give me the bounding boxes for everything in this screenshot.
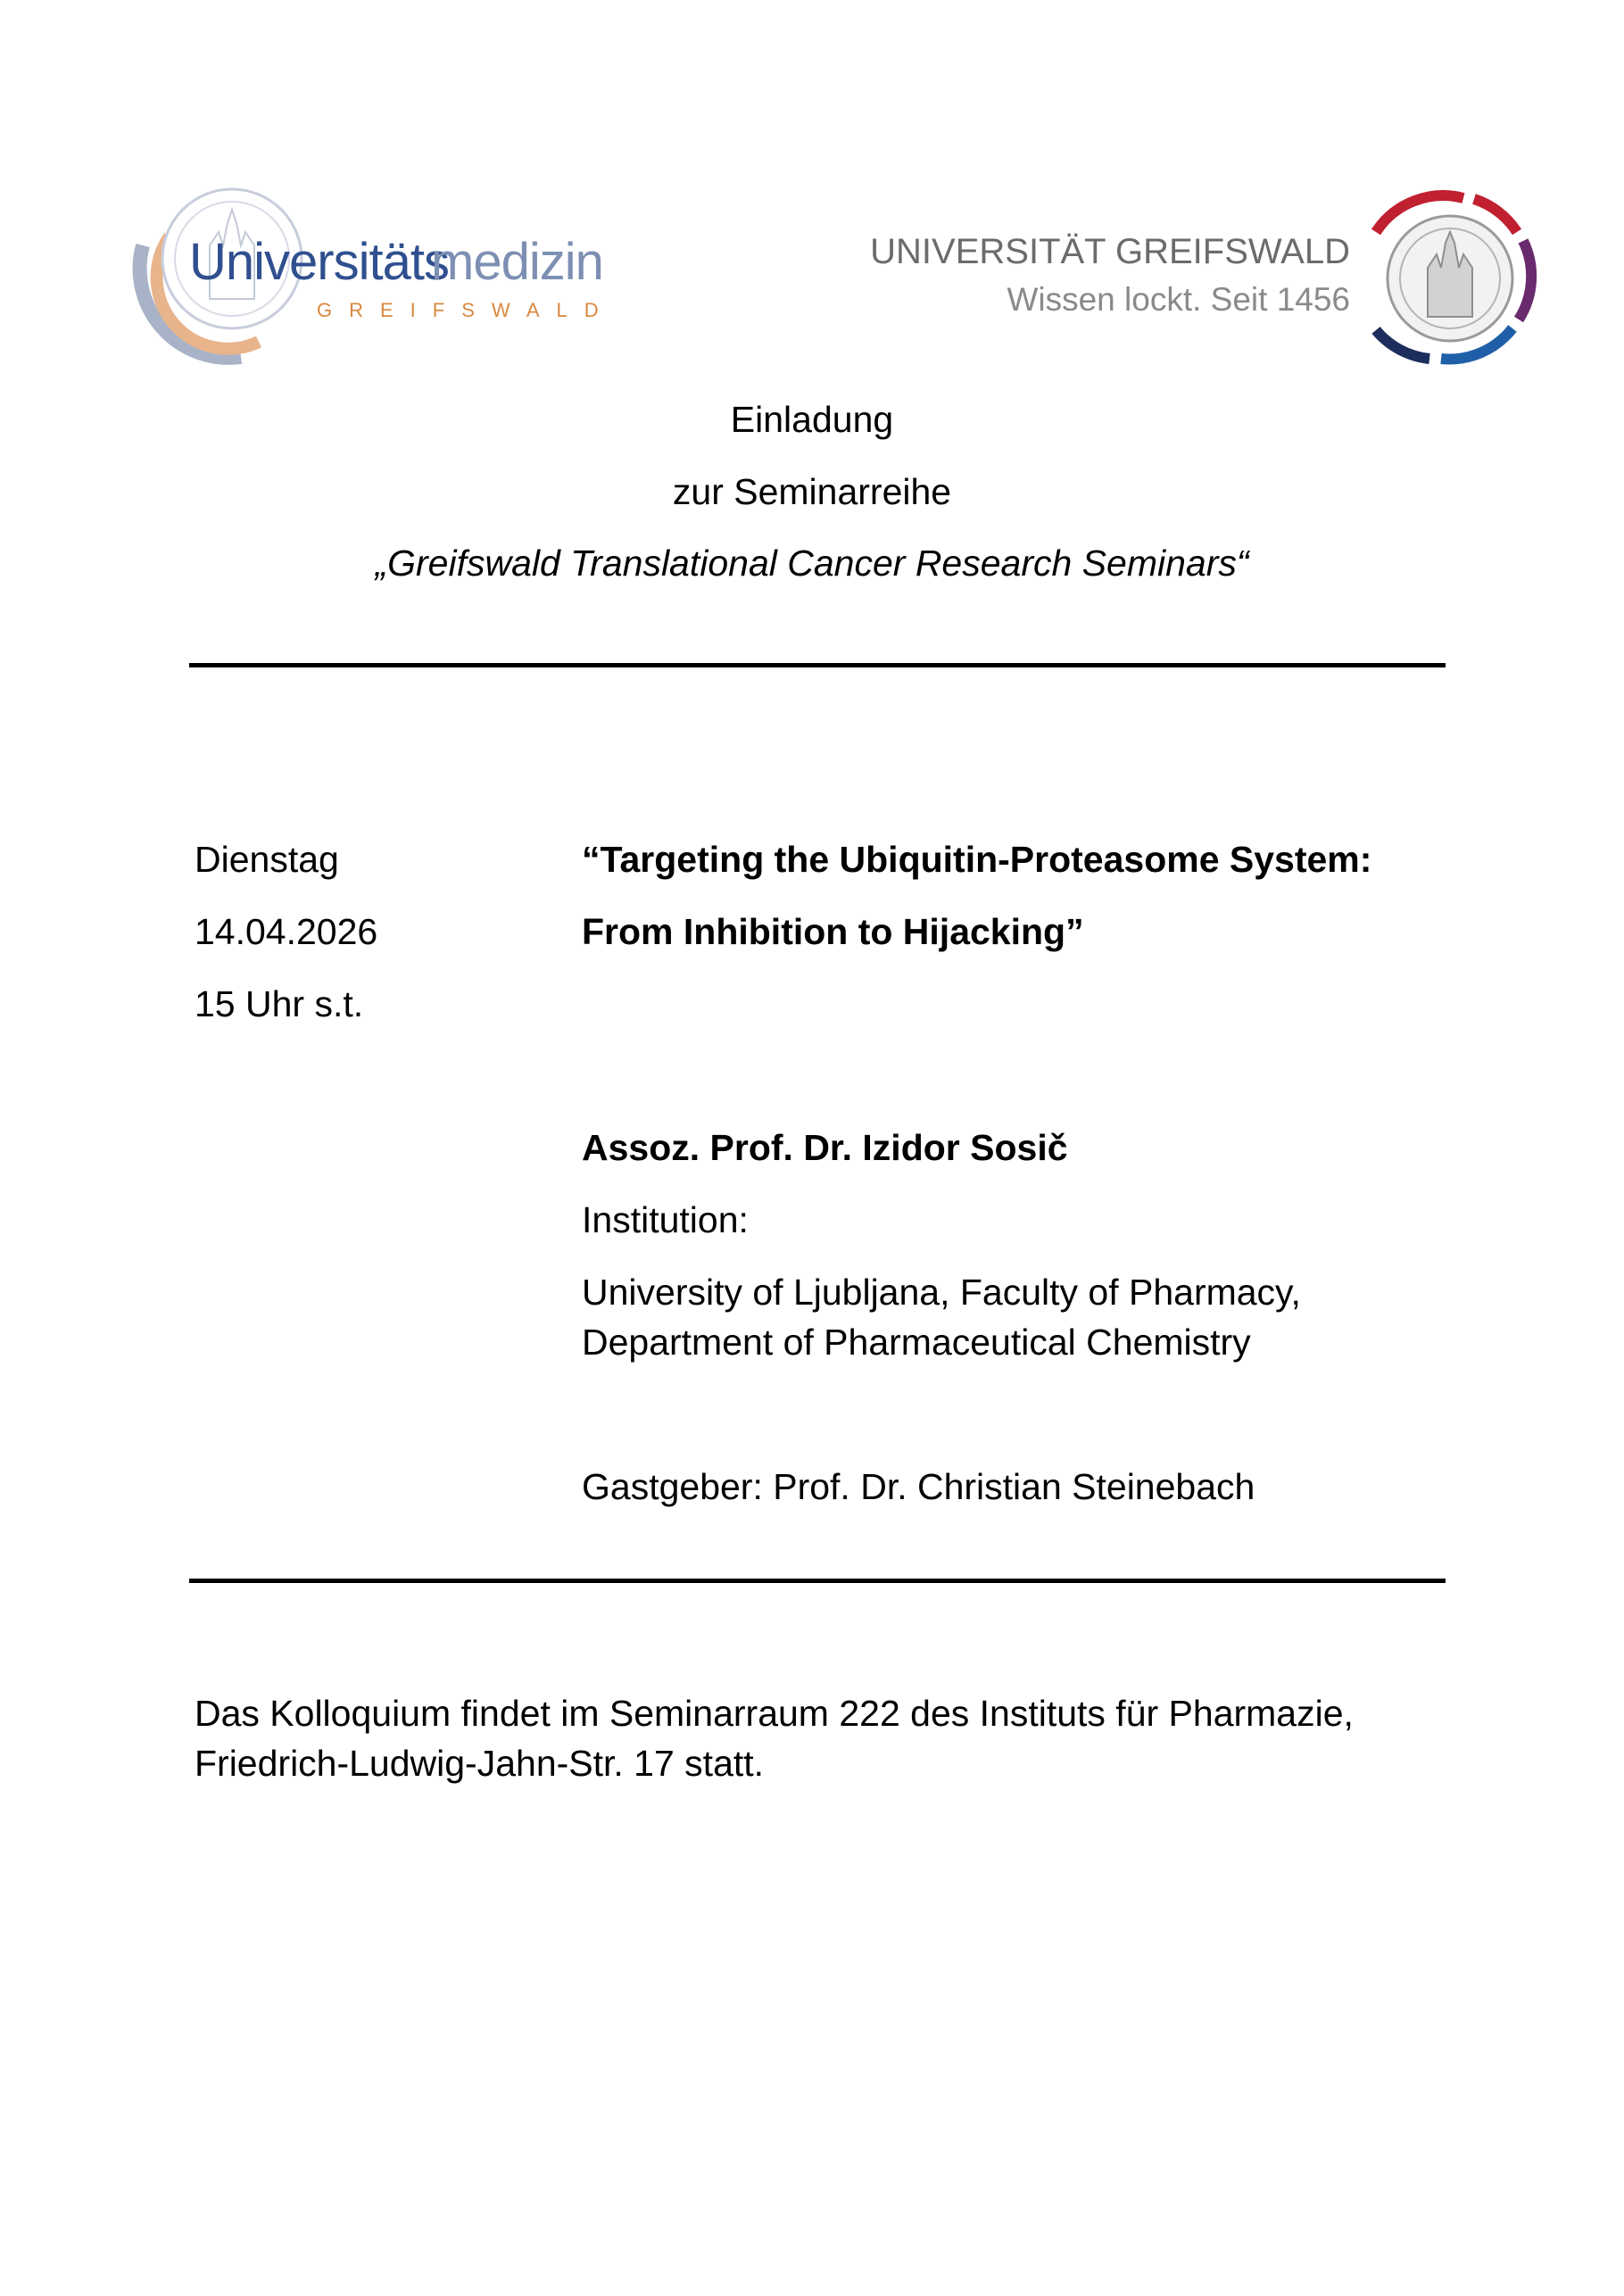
ring-segment-purple [1519,241,1531,319]
heading-seminar-series: zur Seminarreihe [672,471,952,512]
venue-line-1: Das Kolloquium findet im Seminarraum 222 des Instituts für Pharmazie, [195,1693,1354,1734]
event-date: 14.04.2026 [195,911,378,952]
logo-wordmark-part-2: medizin [431,233,603,291]
logo-subline: GREIFSWALD [317,299,616,321]
logo-wordmark-part-1: Universitäts [189,233,449,291]
host-info: Gastgeber: Prof. Dr. Christian Steinebach [582,1466,1255,1507]
universitaetsmedizin-logo [125,183,625,375]
universitaetsmedizin-logo-graphic [125,183,625,375]
venue-line-2: Friedrich-Ludwig-Jahn-Str. 17 statt. [195,1743,765,1784]
event-time: 15 Uhr s.t. [195,983,364,1024]
universitaet-greifswald-logo-graphic [870,187,1544,375]
heading-invitation: Einladung [730,399,894,440]
divider-bottom [189,1579,1446,1583]
divider-top [189,663,1446,667]
institution-line-2: Department of Pharmaceutical Chemistry [582,1322,1251,1363]
talk-title-line-2: From Inhibition to Hijacking” [582,911,1084,952]
heading-series-title: „Greifswald Translational Cancer Research Seminars“ [375,543,1249,584]
universitaet-greifswald-logo [870,187,1544,375]
university-motto: Wissen lockt. Seit 1456 [1007,281,1350,318]
institution-label: Institution: [582,1199,749,1240]
speaker-name: Assoz. Prof. Dr. Izidor Sosič [582,1127,1068,1168]
talk-title-line-1: “Targeting the Ubiquitin-Proteasome System: [582,839,1372,880]
event-weekday: Dienstag [195,839,339,880]
institution-line-1: University of Ljubljana, Faculty of Pharmacy, [582,1272,1301,1313]
university-name: UNIVERSITÄT GREIFSWALD [870,232,1350,271]
